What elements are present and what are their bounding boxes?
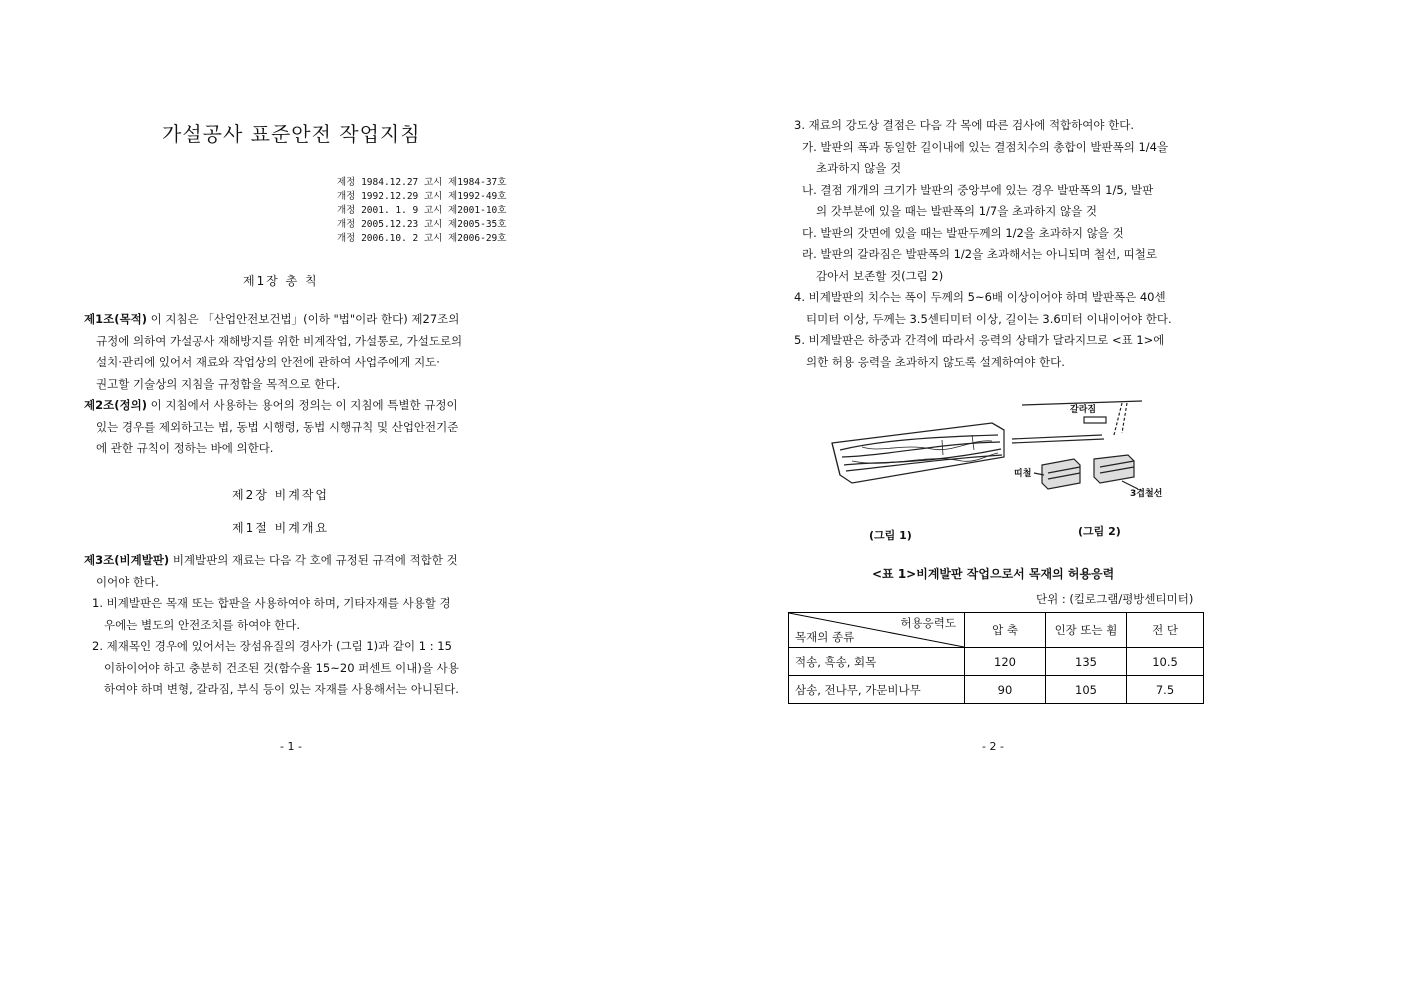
article-2-text: 에 관한 규칙이 정하는 바에 의한다. xyxy=(96,441,274,455)
column-header: 전 단 xyxy=(1127,613,1204,648)
subitem: 라. 발판의 갈라짐은 발판폭의 1/2을 초과해서는 아니되며 철선, 띠철로 xyxy=(802,247,1158,261)
subitem: 나. 결점 개개의 크기가 발판의 중앙부에 있는 경우 발판폭의 1/5, 발판 xyxy=(802,182,1154,197)
article-1-text: 설치·관리에 있어서 재료와 작업상의 안전에 관하여 사업주에게 지도· xyxy=(96,355,440,369)
article-3-item: 2. 제재목인 경우에 있어서는 장섬유질의 경사가 (그림 1)과 같이 1 : 15 xyxy=(92,639,452,653)
revision-line: 개정 2006.10. 2 고시 제2006-29호 xyxy=(337,233,507,244)
split-label: 갈라짐 xyxy=(1070,405,1097,415)
table-row xyxy=(789,648,1204,676)
value-cell: 120 xyxy=(965,648,1046,676)
article-3-continued xyxy=(794,115,1172,373)
page-number: - 2 - xyxy=(982,740,1004,753)
right-page xyxy=(702,0,1403,992)
article-3-item: 1. 비계발판은 목재 또는 합판을 사용하여야 하며, 기타자재를 사용할 경 xyxy=(92,596,451,610)
article-2-text: 있는 경우를 제외하고는 법, 동법 시행령, 동법 시행규칙 및 산업안전기준 xyxy=(96,419,459,434)
article-3-label: 제3조(비계발판) xyxy=(84,553,170,567)
article-2-text: 이 지침에서 사용하는 용어의 정의는 이 지침에 특별한 규정이 xyxy=(146,398,458,412)
subitem-cont: 감아서 보존할 것(그림 2) xyxy=(816,268,944,283)
figure-1-caption: (그림 1) xyxy=(869,529,912,542)
allowable-stress-table xyxy=(788,612,1204,704)
document-title: 가설공사 표준안전 작업지침 xyxy=(162,122,421,146)
revision-line: 개정 1992.12.29 고시 제1992-49호 xyxy=(337,191,507,202)
figure-2-caption: (그림 2) xyxy=(1078,525,1121,538)
revision-line: 개정 2005.12.23 고시 제2005-35호 xyxy=(337,219,507,230)
article-3-text: 이어야 한다. xyxy=(96,574,159,589)
revision-line: 제정 1984.12.27 고시 제1984-37호 xyxy=(337,177,507,188)
value-cell: 10.5 xyxy=(1127,648,1204,676)
value-cell: 105 xyxy=(1046,676,1127,704)
chapter-2-heading: 제2장 비계작업 xyxy=(232,488,330,502)
article-3-item: 이하이어야 하고 충분히 건조된 것(함수율 15~20 퍼센트 이내)을 사용 xyxy=(104,660,459,675)
section-1-heading: 제1절 비계개요 xyxy=(232,521,330,535)
article-3-item: 하여야 하며 변형, 갈라짐, 부식 등이 있는 자재를 사용해서는 아니된다. xyxy=(104,682,459,696)
table-title: <표 1>비계발판 작업으로서 목재의 허용응력 xyxy=(872,567,1115,581)
header-species-label: 목재의 종류 xyxy=(795,630,855,644)
value-cell: 90 xyxy=(965,676,1046,704)
table-header-row xyxy=(789,613,1204,648)
article-3-item: 우에는 별도의 안전조치를 하여야 한다. xyxy=(104,617,301,632)
article-3-text: 비계발판의 재료는 다음 각 호에 규정된 규격에 적합한 것 xyxy=(169,553,458,567)
plank-grain-illustration xyxy=(832,423,1004,483)
subitem: 가. 발판의 폭과 동일한 길이내에 있는 결점치수의 총합이 발판폭의 1/4을 xyxy=(802,139,1169,154)
article-1-label: 제1조(목적) xyxy=(84,312,147,326)
column-header: 압 축 xyxy=(965,613,1046,648)
value-cell: 7.5 xyxy=(1127,676,1204,704)
wire-label: 3겹철선 xyxy=(1130,489,1163,499)
article-1-text: 규정에 의하여 가설공사 재해방지를 위한 비계작업, 가설통로, 가설도로의 xyxy=(96,333,463,348)
species-cell: 삼송, 전나무, 가문비나무 xyxy=(789,676,965,704)
species-cell: 적송, 흑송, 회목 xyxy=(789,648,965,676)
table-unit: 단위 : (킬로그램/평방센티미터) xyxy=(1036,592,1194,606)
band-label: 띠철 xyxy=(1014,469,1032,479)
item-5: 5. 비계발판은 하중과 간격에 따라서 응력의 상태가 달라지므로 <표 1>에 xyxy=(794,333,1165,347)
header-stress-label: 허용응력도 xyxy=(900,616,956,630)
subitem-cont: 의 갓부분에 있을 때는 발판폭의 1/7을 초과하지 않을 것 xyxy=(816,204,1098,218)
left-page xyxy=(0,0,700,992)
table-corner-cell xyxy=(789,613,965,648)
table-row xyxy=(789,676,1204,704)
article-1 xyxy=(84,309,462,395)
revision-line: 개정 2001. 1. 9 고시 제2001-10호 xyxy=(337,205,507,216)
item-4-cont: 티미터 이상, 두께는 3.5센티미터 이상, 길이는 3.6미터 이내이어야 한다. xyxy=(806,311,1172,326)
item-4: 4. 비계발판의 치수는 폭이 두께의 5~6배 이상이어야 하며 발판폭은 40센 xyxy=(794,290,1166,304)
page-number: - 1 - xyxy=(280,740,302,753)
chapter-1-heading: 제1장 총 칙 xyxy=(243,274,319,288)
item-3: 3. 재료의 강도상 결점은 다음 각 목에 따른 검사에 적합하여야 한다. xyxy=(794,118,1135,132)
revision-history xyxy=(337,176,506,246)
article-2-label: 제2조(정의) xyxy=(84,398,147,412)
subitem-cont: 초과하지 않을 것 xyxy=(816,161,902,175)
plank-figure xyxy=(822,395,1162,510)
article-1-text: 이 지침은 「산업안전보건법」(이하 "법"이라 한다) 제27조의 xyxy=(146,312,460,326)
article-3 xyxy=(84,550,459,701)
item-5-cont: 의한 허용 응력을 초과하지 않도록 설계하여야 한다. xyxy=(806,354,1065,369)
value-cell: 135 xyxy=(1046,648,1127,676)
article-1-text: 권고할 기술상의 지침을 규정함을 목적으로 한다. xyxy=(96,376,341,391)
subitem: 다. 발판의 갓면에 있을 때는 발판두께의 1/2을 초과하지 않을 것 xyxy=(802,225,1124,240)
article-2 xyxy=(84,395,458,460)
column-header: 인장 또는 휨 xyxy=(1046,613,1127,648)
